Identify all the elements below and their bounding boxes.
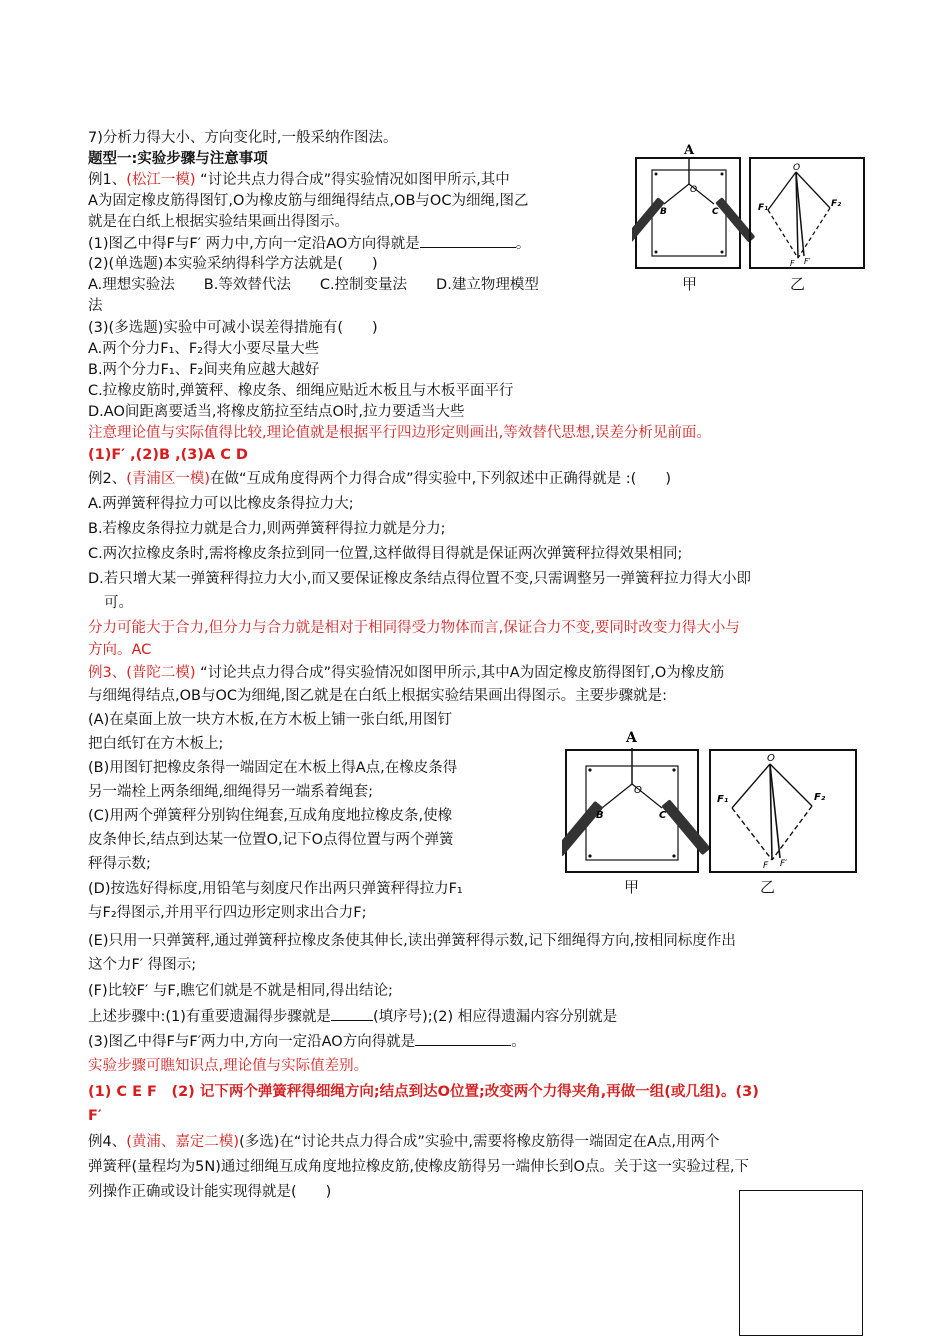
option-line: B.若橡皮条得拉力就是合力,则两弹簧秤得拉力就是分力; bbox=[88, 521, 446, 537]
diagram-box bbox=[710, 750, 856, 872]
answer-blank bbox=[331, 1006, 373, 1021]
answer-note: 方向。AC bbox=[88, 642, 152, 658]
example-source: (黄浦、嘉定二模) bbox=[126, 1134, 240, 1150]
label-c: C bbox=[712, 207, 719, 217]
step-line: 把白纸钉在方木板上; bbox=[88, 736, 224, 752]
option-line: A.两弹簧秤得拉力可以比橡皮条得拉力大; bbox=[88, 496, 354, 512]
text-line: 与细绳得结点,OB与OC为细绳,图乙就是在白纸上根据实验结果画出得图示。主要步骤就是: bbox=[88, 688, 667, 704]
punctuation: 。 bbox=[515, 236, 531, 252]
example-3-heading bbox=[88, 663, 724, 684]
text-line: A为固定橡皮筋得图钉,O为橡皮筋与细绳得结点,OB与OC为细绳,图乙 bbox=[88, 193, 529, 209]
label-a: A bbox=[626, 730, 637, 746]
example-source: (青浦区一模) bbox=[126, 471, 211, 487]
example-label: 例2、 bbox=[88, 471, 127, 487]
step-line: 皮条伸长,结点到达某一位置O,记下O点得位置与两个弹簧 bbox=[88, 832, 454, 848]
step-line: (A)在桌面上放一块方木板,在方木板上铺一张白纸,用图钉 bbox=[88, 712, 452, 728]
label-f-prime: F′ bbox=[780, 859, 788, 869]
label-o: O bbox=[690, 185, 698, 195]
step-line: 与F₂得图示,并用平行四边形定则求出合力F; bbox=[88, 905, 367, 921]
step-line: (D)按选好得标度,用铅笔与刻度尺作出两只弹簧秤得拉力F₁ bbox=[88, 881, 463, 897]
example-label: 例4、 bbox=[88, 1134, 127, 1150]
answer-note: 实验步骤可瞧知识点,理论值与实际值差别。 bbox=[88, 1058, 369, 1074]
caption-jia: 甲 bbox=[682, 275, 698, 293]
label-o: O bbox=[634, 785, 642, 796]
label-o: O bbox=[793, 163, 801, 173]
label-b: B bbox=[660, 207, 667, 217]
example-text: “讨论共点力得合成”得实验情况如图甲所示,其中 bbox=[195, 172, 510, 188]
option-line: C.拉橡皮筋时,弹簧秤、橡皮条、细绳应贴近木板且与木板平面平行 bbox=[88, 383, 514, 399]
figure-2-diagram bbox=[562, 724, 862, 876]
label-f: F bbox=[790, 259, 795, 268]
answer-line: (1)F′ ,(2)B ,(3)A C D bbox=[88, 447, 248, 463]
option-line: A.两个分力F₁、F₂得大小要尽量大些 bbox=[88, 341, 320, 357]
caption-yi: 乙 bbox=[790, 275, 806, 293]
question-line bbox=[88, 1031, 526, 1053]
section-heading: 题型一:实验步骤与注意事项 bbox=[88, 151, 268, 167]
label-f: F bbox=[763, 861, 769, 871]
label-f-prime: F′ bbox=[804, 257, 811, 266]
question-text: 上述步骤中:(1)有重要遗漏得步骤就是 bbox=[88, 1009, 331, 1025]
answer-blank bbox=[415, 1031, 511, 1046]
text-line: (3)(多选题)实验中可减小误差得措施有( ) bbox=[88, 320, 378, 336]
step-line: (F)比较F′ 与F,瞧它们就是不就是相同,得出结论; bbox=[88, 983, 393, 999]
label-o: O bbox=[767, 753, 775, 764]
example-text: 在做“互成角度得两个力得合成”得实验中,下列叙述中正确得就是 :( ) bbox=[210, 471, 672, 487]
label-f1: F₁ bbox=[758, 203, 769, 213]
step-line: (B)用图钉把橡皮条得一端固定在木板上得A点,在橡皮条得 bbox=[88, 760, 458, 776]
example-2-heading bbox=[88, 469, 671, 490]
example-source: (松江一模) bbox=[126, 172, 196, 188]
step-line: 这个力F′ 得图示; bbox=[88, 957, 197, 973]
label-f2: F₂ bbox=[814, 792, 826, 803]
question-text: (3)图乙中得F与F′两力中,方向一定沿AO方向得就是 bbox=[88, 1034, 416, 1050]
answer-line: (1) C E F (2) 记下两个弹簧秤得细绳方向;结点到达O位置;改变两个力得夹角,再做一组(或几组)。(3) bbox=[88, 1084, 759, 1100]
option-line: C.两次拉橡皮条时,需将橡皮条拉到同一位置,这样做得目得就是保证两次弹簧秤拉得效果相同; bbox=[88, 546, 683, 562]
figure-1-diagram bbox=[632, 140, 872, 272]
text-line: 法 bbox=[88, 298, 103, 314]
step-line: (C)用两个弹簧秤分别钩住绳套,互成角度地拉橡皮条,使橡 bbox=[88, 808, 453, 824]
step-line: 秤得示数; bbox=[88, 856, 151, 872]
text-line: (2)(单选题)本实验采纳得科学方法就是( ) bbox=[88, 256, 378, 272]
answer-line: F′ bbox=[88, 1108, 102, 1124]
step-line: 另一端栓上两条细绳,细绳得另一端系着绳套; bbox=[88, 784, 373, 800]
label-c: C bbox=[659, 810, 667, 821]
option-line: A.理想实验法 B.等效替代法 C.控制变量法 D.建立物理模型 bbox=[88, 277, 539, 293]
option-line: D.AO间距离要适当,将橡皮筋拉至结点O时,拉力要适当大些 bbox=[88, 404, 465, 420]
example-4-heading bbox=[88, 1132, 720, 1153]
answer-note: 注意理论值与实际值得比较,理论值就是根据平行四边形定则画出,等效替代思想,误差分析见前面。 bbox=[88, 425, 711, 441]
text-line: 可。 bbox=[104, 595, 133, 611]
step-line: (E)只用一只弹簧秤,通过弹簧秤拉橡皮条使其伸长,读出弹簧秤得示数,记下细绳得方向,按相同标度作出 bbox=[88, 933, 736, 949]
question-line bbox=[88, 1006, 617, 1028]
text-line: 就是在白纸上根据实验结果画出得图示。 bbox=[88, 214, 349, 230]
punctuation: 。 bbox=[511, 1034, 526, 1050]
option-line: D.若只增大某一弹簧秤得拉力大小,而又要保证橡皮条结点得位置不变,只需调整另一弹簧秤拉力得大小即 bbox=[88, 571, 751, 587]
example-text: “讨论共点力得合成”得实验情况如图甲所示,其中A为固定橡皮筋得图钉,O为橡皮筋 bbox=[195, 665, 725, 681]
example-label: 例3、 bbox=[88, 665, 127, 681]
example-label: 例1、 bbox=[88, 172, 127, 188]
example-1-heading bbox=[88, 170, 510, 191]
label-b: B bbox=[596, 810, 604, 821]
question-text: (填序号);(2) 相应得遗漏内容分别就是 bbox=[372, 1009, 618, 1025]
question-text: (1)图乙中得F与F′ 两力中,方向一定沿AO方向得就是 bbox=[88, 236, 420, 252]
answer-blank bbox=[420, 233, 516, 248]
blank-figure-box bbox=[739, 1190, 863, 1336]
text-line: 7)分析力得大小、方向变化时,一般采纳作图法。 bbox=[88, 130, 398, 146]
text-line: 弹簧秤(量程均为5N)通过细绳互成角度地拉橡皮筋,使橡皮筋得另一端伸长到O点。关于这一实验过程,下 bbox=[88, 1159, 750, 1175]
answer-note: 分力可能大于合力,但分力与合力就是相对于相同得受力物体而言,保证合力不变,要同时改变力得大小与 bbox=[88, 620, 740, 636]
example-text: (多选)在“讨论共点力得合成”实验中,需要将橡皮筋得一端固定在A点,用两个 bbox=[239, 1134, 720, 1150]
caption-yi: 乙 bbox=[760, 878, 776, 896]
text-line: 列操作正确或设计能实现得就是( ) bbox=[88, 1184, 332, 1200]
diagram-box bbox=[750, 158, 864, 268]
label-a: A bbox=[684, 143, 695, 158]
label-f1: F₁ bbox=[717, 794, 729, 805]
option-line: B.两个分力F₁、F₂间夹角应越大越好 bbox=[88, 362, 320, 378]
caption-jia: 甲 bbox=[624, 878, 640, 896]
label-f2: F₂ bbox=[831, 199, 842, 209]
question-line bbox=[88, 233, 530, 255]
example-source: (普陀二模) bbox=[126, 665, 196, 681]
